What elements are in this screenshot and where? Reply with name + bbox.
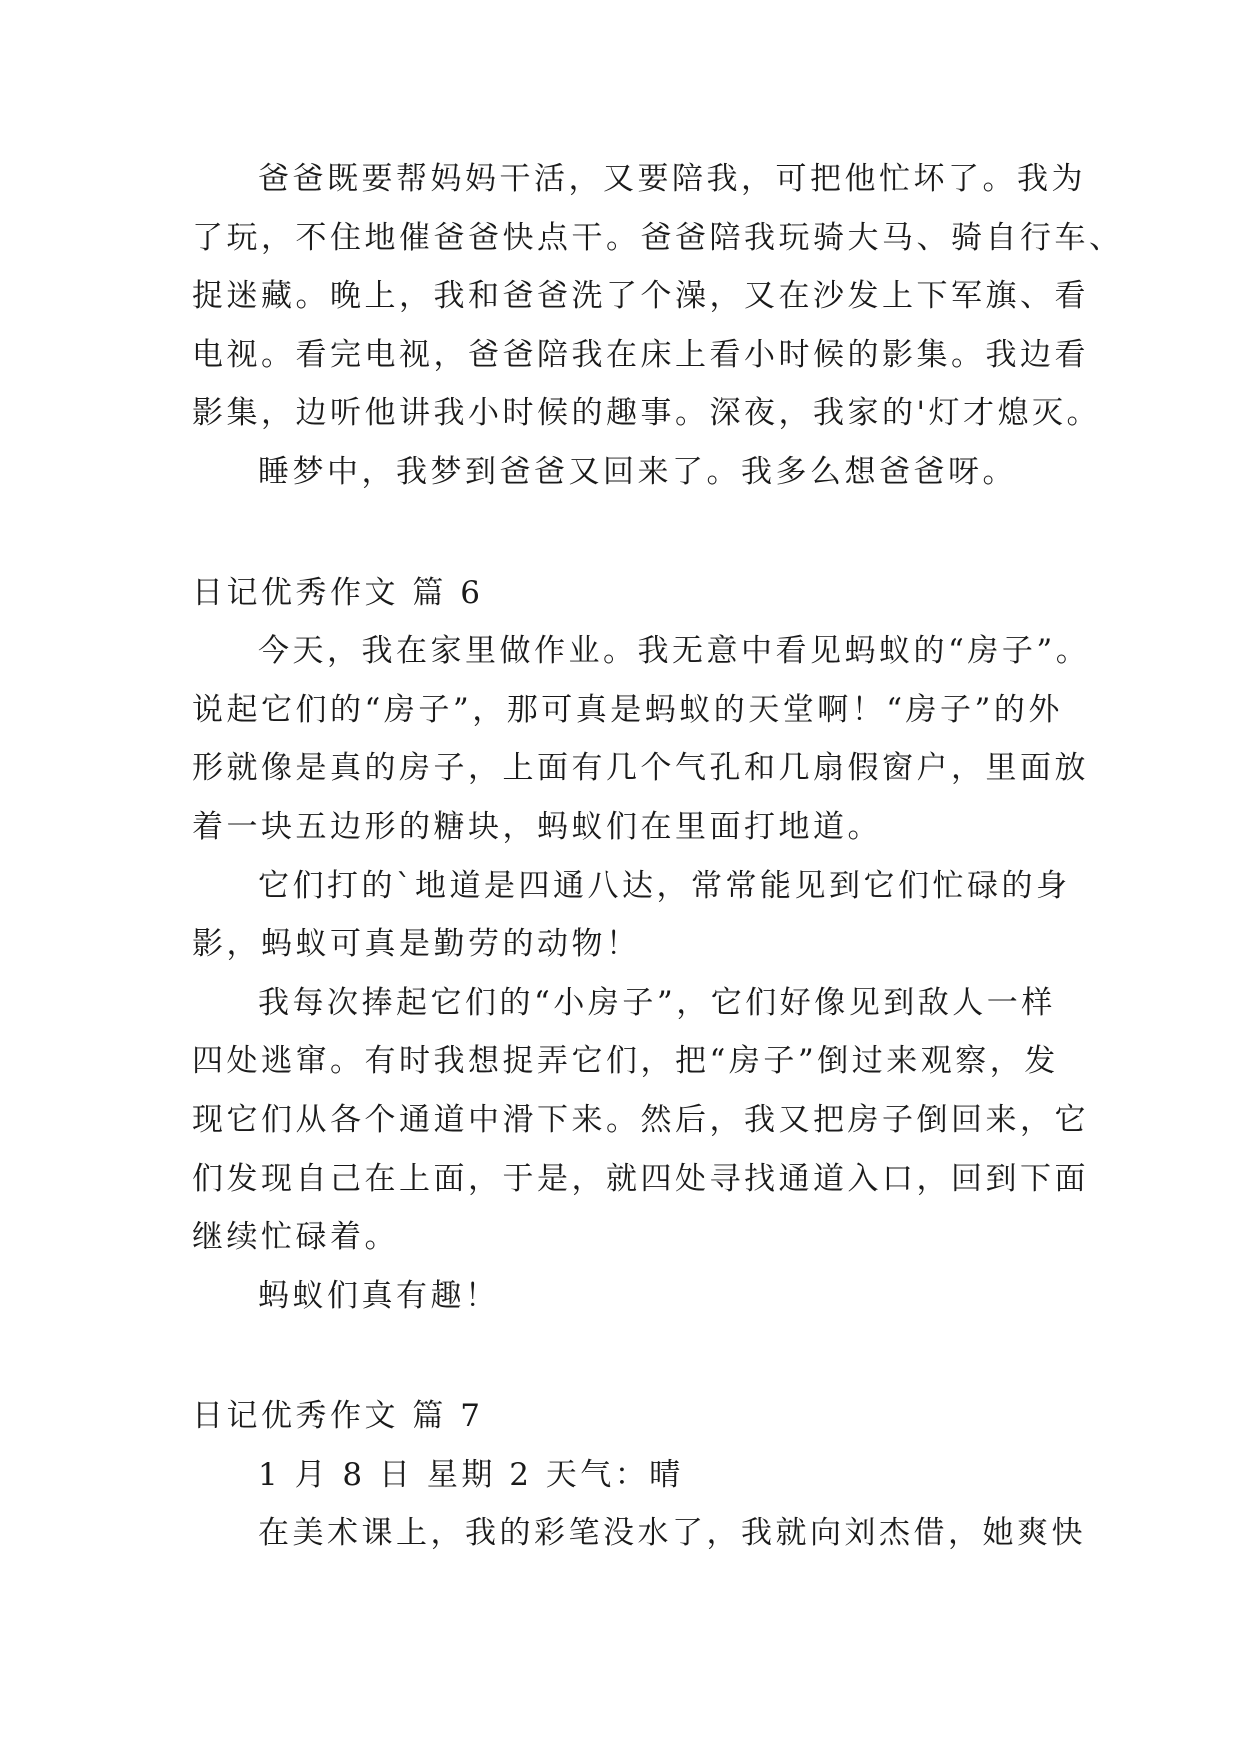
text-line: 在美术课上，我的彩笔没水了，我就向刘杰借，她爽快 [258,1515,1086,1552]
text-line: 现它们从各个通道中滑下来。然后，我又把房子倒回来，它 [192,1101,1089,1138]
paragraph-continuation [192,209,1124,443]
text-line: 1 月 8 日 星期 2 天气：晴 [258,1456,684,1493]
paragraph [192,1267,1054,1326]
text-line: 说起它们的“房子”，那可真是蚂蚁的天堂啊！“房子”的外 [192,691,1063,728]
paragraph [192,857,1071,916]
text-line: 四处逃窜。有时我想捉弄它们，把“房子”倒过来观察，发 [192,1043,1059,1080]
text-line: 它们打的`地道是四通八达，常常能见到它们忙碌的身 [258,867,1071,904]
text-line: 了玩，不住地催爸爸快点干。爸爸陪我玩骑大马、骑自行车、 [192,219,1124,256]
paragraph-continuation [192,681,1089,857]
text-line: 捉迷藏。晚上，我和爸爸洗了个澡，又在沙发上下军旗、看 [192,278,1089,315]
paragraph [192,1504,1086,1563]
text-line: 我每次捧起它们的“小房子”，它们好像见到敌人一样 [258,984,1056,1021]
paragraph-continuation [192,1032,1089,1266]
document-page [192,150,1124,1563]
text-line: 爸爸既要帮妈妈干活，又要陪我，可把他忙坏了。我为 [258,161,1086,197]
paragraph [192,443,1054,502]
paragraph [192,150,1086,209]
diary-date-line [192,1446,1054,1505]
text-line: 影集，边听他讲我小时候的趣事。深夜，我家的'灯才熄灭。 [192,395,1102,432]
text-line: 继续忙碌着。 [192,1219,399,1256]
text-line: 今天，我在家里做作业。我无意中看见蚂蚁的“房子”。 [258,633,1091,670]
text-line: 睡梦中，我梦到爸爸又回来了。我多么想爸爸呀。 [258,453,1017,490]
text-line: 着一块五边形的糖块，蚂蚁们在里面打地道。 [192,808,882,845]
text-line: 电视。看完电视，爸爸陪我在床上看小时候的影集。我边看 [192,336,1089,373]
paragraph-continuation [192,915,1054,974]
section-heading: 日记优秀作文 篇 6 [192,574,484,611]
text-line: 形就像是真的房子，上面有几个气孔和几扇假窗户，里面放 [192,750,1089,787]
paragraph [192,622,1091,681]
text-line: 影，蚂蚁可真是勤劳的动物！ [192,926,641,963]
text-line: 蚂蚁们真有趣！ [258,1277,500,1314]
section-heading: 日记优秀作文 篇 7 [192,1398,484,1435]
text-line: 们发现自己在上面，于是，就四处寻找通道入口，回到下面 [192,1160,1089,1197]
paragraph [192,974,1054,1033]
